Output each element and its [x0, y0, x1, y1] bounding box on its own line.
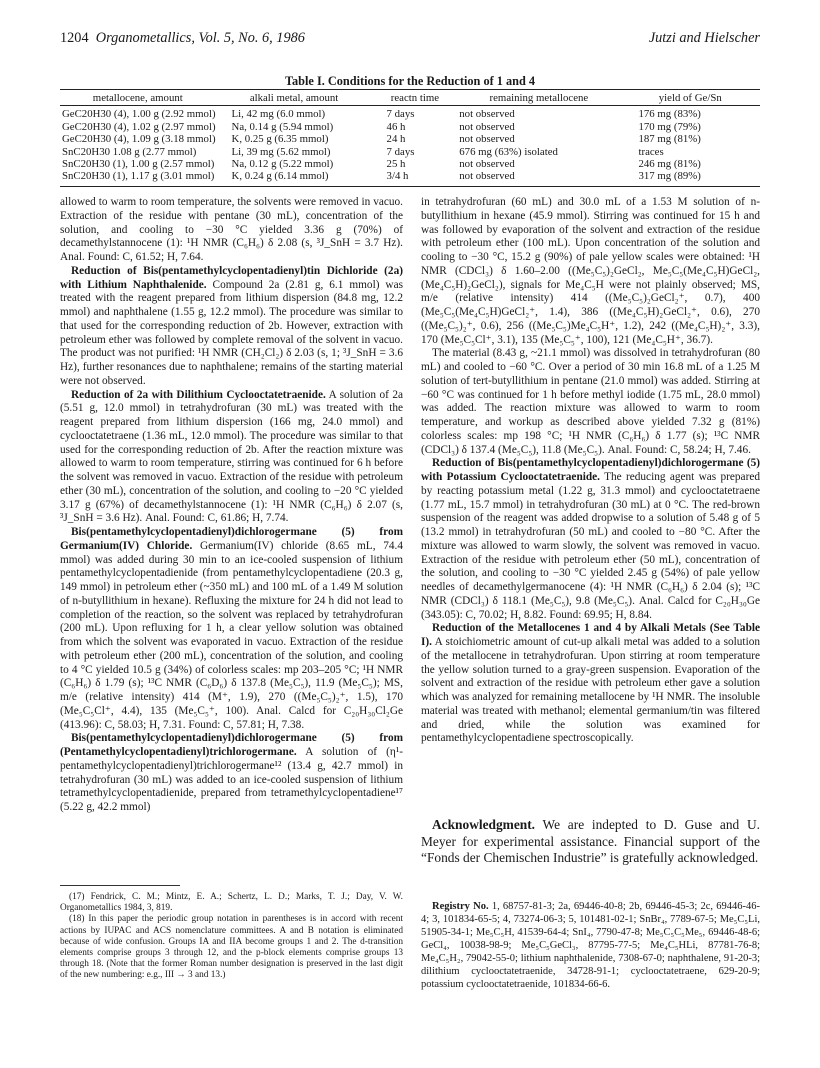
body-paragraph [60, 732, 403, 815]
cell-reaction-time: 25 h [386, 158, 406, 171]
cell-alkali-metal: Na, 0.12 g (5.22 mmol) [231, 158, 334, 171]
registry-heading: Registry No. [432, 901, 489, 912]
section-heading: Reduction of Bis(pentamethylcyclopentadienyl)dichlorogermane (5) with Potassium Cyclooctatetraenide. [421, 457, 760, 483]
body-paragraph [60, 389, 403, 527]
body-paragraph [60, 265, 403, 389]
footnote: (17) Fendrick, C. M.; Mintz, E. A.; Schertz, L. D.; Marks, T. J.; Day, V. W. Organometallics 1984, 3, 819. [60, 892, 403, 914]
paragraph-text: Germanium(IV) chloride (8.65 mL, 74.4 mmol) was added during 30 min to an ice-cooled suspension of lithium pentamethylcyclopentadienide (from pentamethylcyclopentadiene (20.3 g, 149 mmol) in petroleum ether (~350 mL) and 100 mL of a 1.49 M solution of n-butyllithium in hexane). Refluxing the mixture for 24 h did not lead to completion of the reaction, so the solvent was replaced by tetrahydrofuran (200 mL). Upon refluxing for 1 h, a clear yellow solution was obtained from which the solvent was evaporated in vacuo. Extraction of the residue with petroleum ether (200 mL), concentration of the solution, and cooling to 4 °C yielded 10.5 g (34%) of colorless scales: mp 203–205 °C; ¹H NMR (C₆H₆) δ 1.79 (s); ¹³C NMR (C₆D₆) δ 137.8 (Me₅C₅), 11.9 (Me₅C₅); MS, m/e (relative intensity) 414 (M⁺, 1.9), 270 ((Me₅C₅)₂⁺, 1.5), 170 (Me₅C₅Cl⁺, 4.4), 135 (Me₅C₅⁺, 100). Anal. Calcd for C₂₀H₃₀Cl₂Ge (413.96): C, 58.03; H, 7.31. Found: C, 57.81; H, 7.38. [60, 539, 403, 731]
cell-metallocene: GeC20H30 (4), 1.02 g (2.97 mmol) [62, 120, 216, 133]
footnote-divider [60, 885, 180, 886]
table-row [60, 146, 760, 158]
cell-yield: 246 mg (81%) [638, 158, 701, 171]
acknowledgment-heading: Acknowledgment. [432, 817, 536, 832]
cell-alkali-metal: Li, 42 mg (6.0 mmol) [231, 108, 326, 121]
col-header-yield: yield of Ge/Sn [620, 90, 760, 106]
cell-reaction-time: 3/4 h [373, 170, 458, 186]
col-header-reaction-time: reactn time [373, 90, 458, 106]
table-row [60, 133, 760, 145]
section-heading: Reduction of 2a with Dilithium Cyclooctatetraenide. [71, 388, 326, 401]
cell-metallocene: GeC20H30 (4), 1.09 g (3.18 mmol) [62, 133, 216, 146]
cell-yield: traces [638, 145, 664, 158]
journal-citation: Organometallics, Vol. 5, No. 6, 1986 [95, 30, 305, 46]
table-row [60, 170, 760, 186]
table-row [60, 106, 760, 121]
running-authors: Jutzi and Hielscher [648, 30, 760, 46]
table-row [60, 158, 760, 170]
paragraph-text: A solution of (η¹-pentamethylcyclopentadienyl)trichlorogermane¹² (13.4 g, 42.7 mmol) in tetrahydrofuran (30 mL) was added to an ice-cooled suspension of lithium tetramethylcyclopentadienide, prepared from tetramethylcyclopentadiene¹⁷ (5.22 g, 42.2 mmol) [60, 746, 403, 813]
cell-alkali-metal: K, 0.25 g (6.35 mmol) [231, 133, 329, 146]
cell-yield: 187 mg (81%) [638, 133, 701, 146]
cell-remaining: not observed [457, 170, 620, 186]
paragraph-text: A stoichiometric amount of cut-up alkali metal was added to a solution of the metallocene in tetrahydrofuran. Upon stirring at room temperature the yellow solution turned to a gray-green suspension. Evaporation of the solvent and extraction of the residue with petroleum ether gave a solution which was analyzed for remaining metallocene by ¹H NMR. The insoluble material was treated with methanol; elemental germanium/tin was filtered and dried, while the solution was examined for pentamethylcyclopentadiene spectroscopically. [421, 636, 761, 745]
cell-reaction-time: 7 days [386, 145, 415, 158]
cell-remaining: not observed [459, 158, 515, 171]
body-paragraph [60, 526, 403, 732]
acknowledgment-text: We are indepted to D. Guse and U. Meyer for experimental assistance. Financial support of the “Fonds der Chemischen Industrie” is gratefully acknowledged. [421, 817, 760, 866]
cell-yield: 170 mg (79%) [638, 120, 701, 133]
paragraph-text: The reducing agent was prepared by reacting potassium metal (1.22 g, 31.3 mmol) and cyclooctatetraene (1.77 mL, 15.7 mmol) in tetrahydrofuran (30 mL) at 0 °C. The red-brown suspension of the reagent was added dropwise to a solution of 5.48 g of 5 (13.2 mmol) in tetrahydrofuran (50 mL) and cooled to −80 °C. After the mixture was allowed to warm slowly, the solvent was removed in vacuo. Extraction of the residue with petroleum ether (50 mL), concentration of the solution, and cooling to −30 °C yielded 2.45 g (54%) of pale yellow needles of decamethylgermanocene (4): ¹H NMR (C₆H₆) δ 2.04 (s); ¹³C NMR (CDCl₃) δ 118.1 (Me₅C₅), 9.8 (Me₅C₅). Anal. Calcd for C₂₀H₃₀Ge (343.05): C, 70.02; H, 8.82. Found: 69.95; H, 8.84. [421, 471, 760, 621]
left-column [60, 196, 403, 815]
acknowledgment [421, 817, 760, 867]
col-header-alkali-metal: alkali metal, amount [216, 90, 373, 106]
cell-remaining: 676 mg (63%) isolated [459, 145, 558, 158]
cell-yield: 317 mg (89%) [620, 170, 760, 186]
body-paragraph: allowed to warm to room temperature, the solvents were removed in vacuo. Extraction of the residue with pentane (30 mL), concentration of the solution, and cooling to −30 °C yielded 3.36 g (70%) of decamethylstannocene (1): ¹H NMR (C₆H₆) δ 2.08 (s, ³J_SnH = 3.7 Hz). Anal. Found: C, 61.52; H, 7.64. [60, 196, 403, 263]
cell-alkali-metal: Li, 39 mg (5.62 mmol) [231, 145, 331, 158]
conditions-table [60, 89, 760, 187]
registry-numbers [421, 900, 760, 991]
col-header-remaining: remaining metallocene [457, 90, 620, 106]
footnotes [60, 892, 403, 982]
right-column [421, 196, 760, 746]
cell-remaining: not observed [459, 120, 515, 133]
paragraph-text: Compound 2a (2.81 g, 6.1 mmol) was treated with the reagent prepared from lithium dispersion (84.8 mg, 12.2 mmol) and naphthalene (1.55 g, 12.2 mmol). The procedure was similar to that used for the corresponding reduction of 2b. However, extraction with petroleum ether was followed by complete removal of the solvent in vacuo. The product was not purified: ¹H NMR (CH₂Cl₂) δ 2.03 (s, 1; ³J_SnH = 3.6 Hz), further resonances due to naphthalene; remains of the starting material were not observed. [60, 278, 403, 387]
cell-metallocene: SnC20H30 1.08 g (2.77 mmol) [62, 145, 197, 158]
table-row [60, 121, 760, 133]
section-heading: Reduction of the Metallocenes 1 and 4 by Alkali Metals (See Table I). [421, 622, 760, 648]
registry-text: 1, 68757-81-3; 2a, 69446-40-8; 2b, 69446-45-3; 2c, 69446-46-4; 3, 101834-65-5; 4, 73274-06-3; 5, 101481-02-1; SnBr₄, 7789-67-5; Me₅C₅Li, 51905-34-1; Me₅C₅H, 41539-64-4; SnI₄, 7790-47-8; Me₅C₅C₅Me₅, 69446-48-6; GeCl₄, 10038-98-9; Me₅C₅GeCl₃, 87795-77-5; Me₄C₅HLi, 87781-76-8; Me₄C₅H₂, 79042-55-0; lithium naphthalenide, 7308-67-0; naphthalene, 91-20-3; dilithium cyclooctatetraenide, 34728-91-1; cyclooctatetraene, 629-20-9; potassium cyclooctatetraenide, 101834-66-6. [421, 901, 760, 990]
cell-reaction-time: 24 h [386, 133, 406, 146]
page-number: 1204 [60, 30, 89, 46]
cell-remaining: not observed [459, 108, 515, 121]
cell-yield: 176 mg (83%) [638, 108, 701, 121]
page-folio [60, 30, 305, 47]
cell-alkali-metal: Na, 0.14 g (5.94 mmol) [231, 120, 334, 133]
cell-alkali-metal: K, 0.24 g (6.14 mmol) [216, 170, 373, 186]
section-heading: Bis(pentamethylcyclopentadienyl)dichlorogermane (5) from Germanium(IV) Chloride. [60, 526, 403, 552]
cell-metallocene: SnC20H30 (1), 1.17 g (3.01 mmol) [60, 170, 216, 186]
cell-reaction-time: 7 days [386, 108, 415, 121]
cell-metallocene: SnC20H30 (1), 1.00 g (2.57 mmol) [62, 158, 215, 171]
cell-remaining: not observed [459, 133, 515, 146]
table-header-row [60, 90, 760, 106]
body-paragraph [421, 457, 760, 622]
paragraph-text: A solution of 2a (5.51 g, 12.0 mmol) in tetrahydrofuran (30 mL) was treated with the reagent prepared from lithium dispersion (166 mg, 24.0 mmol) and cyclooctatetraene (1.36 mL, 12.0 mmol). The procedure was similar to that used for the corresponding reduction of 2b. After the reaction mixture was allowed to warm to room temperature, stirring was continued for 6 h before the solvent was removed in vacuo. Extraction of the residue with petroleum ether (30 mL), concentration of the solution, and cooling to −20 °C yielded 3.17 g (67%) of decamethylstannocene (1): ¹H NMR (C₆H₆) δ 2.07 (s, ³J_SnH = 3.6 Hz). Anal. Found: C, 61.86; H, 7.74. [60, 388, 403, 525]
table-title: Table I. Conditions for the Reduction of 1 and 4 [284, 74, 536, 88]
col-header-metallocene: metallocene, amount [60, 90, 216, 106]
journal-page [60, 20, 760, 1060]
cell-reaction-time: 46 h [386, 120, 406, 133]
body-paragraph: The material (8.43 g, ~21.1 mmol) was dissolved in tetrahydrofuran (80 mL) and cooled to −60 °C. Over a period of 30 min 16.8 mL of a 1.25 M solution of tert-butyllithium in pentane (21.0 mmol) was added. Stirring at −60 °C was continued for 1 h before methyl iodide (1.75 mL, 28.0 mmol) was added. The reaction mixture was allowed to warm to room temperature, and workup as described above yielded 7.32 g (81%) colorless scales: mp 198 °C; ¹H NMR (C₆H₆) δ 1.77 (s); ¹³C NMR (CDCl₃) δ 137.4 (Me₅C₅), 11.8 (Me₅C₅). Anal. Found: C, 58.24; H, 7.46. [421, 347, 760, 456]
cell-metallocene: GeC20H30 (4), 1.00 g (2.92 mmol) [62, 108, 216, 121]
body-paragraph: in tetrahydrofuran (60 mL) and 30.0 mL of a 1.53 M solution of n-butyllithium in hexane (45.9 mmol). Stirring was continued for 15 h and was followed by evaporation of the solvent and extraction of the residue with petroleum ether (100 mL). Upon concentration of the solution and cooling to −30 °C, 15.2 g (90%) of pale yellow scales were obtained: ¹H NMR (CDCl₃) δ 1.60–2.00 ((Me₅C₅)₂GeCl₂, Me₅C₅(Me₄C₅H)GeCl₂, (Me₄C₅H)₂GeCl₂), signals for Me₄C₅H were not plainly observed; MS, m/e (relative intensity) 414 ((Me₅C₅)₂GeCl₂⁺, 0.7), 400 (Me₅C₅(Me₄C₅H)GeCl₂⁺, 1.4), 386 ((Me₄C₅H)₂GeCl₂⁺, 0.6), 270 ((Me₅C₅)₂⁺, 0.6), 256 ((Me₅C₅)Me₄C₅H⁺, 1.2), 242 ((Me₄C₅H)₂⁺, 3.3), 170 (Me₅C₅Cl⁺, 3.1), 135 (Me₅C₅⁺, 100), 121 (Me₄C₅H⁺, 36.7). [421, 196, 760, 346]
section-heading: Reduction of Bis(pentamethylcyclopentadienyl)tin Dichloride (2a) with Lithium Naphthalenide. [60, 264, 403, 291]
footnote: (18) In this paper the periodic group notation in parentheses is in accord with recent actions by IUPAC and ACS nomenclature committees. A and B notation is eliminated because of wide confusion. Groups IA and IIA become groups 1 and 2. The d-transition elements comprise groups 3 through 12, and the p-block elements comprise groups 13 through 18. (Note that the former Roman number designation is preserved in the last digit of the new numbering: e.g., III → 3 and 13.) [60, 914, 403, 981]
section-heading: Bis(pentamethylcyclopentadienyl)dichlorogermane (5) from (Pentamethylcyclopentadienyl)trichlorogermane. [60, 732, 403, 758]
body-paragraph [421, 622, 760, 746]
